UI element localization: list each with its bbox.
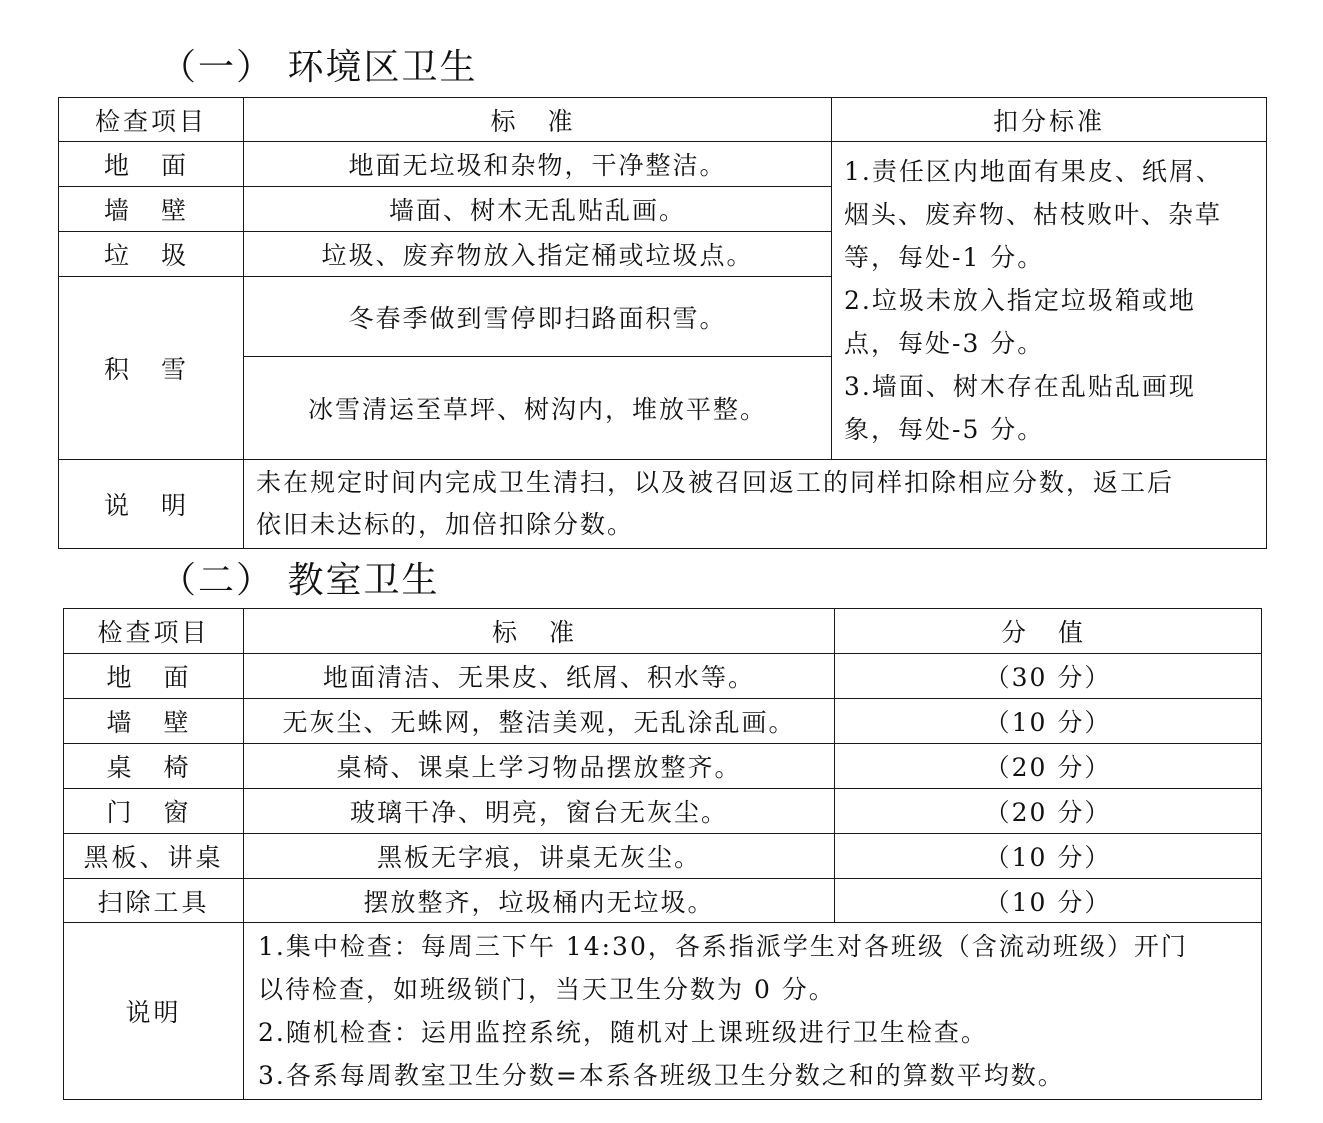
table-row	[64, 879, 1262, 923]
note-cell	[244, 460, 1267, 549]
section-1-title: （一） 环境区卫生	[160, 47, 478, 88]
note-label: 说 明	[59, 460, 244, 549]
table-header-row	[64, 609, 1262, 654]
standard-cell: 冬春季做到雪停即扫路面积雪。	[244, 277, 832, 357]
item-cell: 垃 圾	[59, 232, 244, 277]
item-cell: 墙 壁	[59, 187, 244, 232]
table-row	[64, 789, 1262, 834]
deduction-line: 2.垃圾未放入指定垃圾箱或地	[844, 286, 1196, 315]
score-cell: （20 分）	[835, 744, 1262, 789]
standard-cell: 桌椅、课桌上学习物品摆放整齐。	[244, 744, 835, 789]
item-cell: 扫除工具	[64, 879, 244, 923]
table-row	[64, 654, 1262, 699]
item-cell: 黑板、讲桌	[64, 834, 244, 879]
table-row	[59, 142, 1267, 187]
header-item: 检查项目	[59, 98, 244, 142]
score-cell: （30 分）	[835, 654, 1262, 699]
note-row	[59, 460, 1267, 549]
table-row	[64, 699, 1262, 744]
standard-cell: 墙面、树木无乱贴乱画。	[244, 187, 832, 232]
item-cell: 地 面	[59, 142, 244, 187]
header-standard: 标 准	[244, 609, 835, 654]
standard-cell: 玻璃干净、明亮，窗台无灰尘。	[244, 789, 835, 834]
note-line: 以待检查，如班级锁门，当天卫生分数为 0 分。	[258, 975, 836, 1004]
deduction-line: 3.墙面、树木存在乱贴乱画现	[844, 372, 1196, 401]
deduction-line: 点，每处-3 分。	[844, 329, 1045, 358]
note-cell	[244, 923, 1262, 1100]
standard-cell: 地面无垃圾和杂物，干净整洁。	[244, 142, 832, 187]
note-line: 1.集中检查：每周三下午 14:30，各系指派学生对各班级（含流动班级）开门	[258, 932, 1188, 961]
header-deduction: 扣分标准	[832, 98, 1267, 142]
standard-cell: 冰雪清运至草坪、树沟内，堆放平整。	[244, 357, 832, 460]
standard-cell: 地面清洁、无果皮、纸屑、积水等。	[244, 654, 835, 699]
deduction-line: 象，每处-5 分。	[844, 415, 1045, 444]
item-cell: 墙 壁	[64, 699, 244, 744]
deduction-standard-cell	[832, 142, 1267, 460]
score-cell: （10 分）	[835, 699, 1262, 744]
environment-hygiene-table	[58, 97, 1267, 549]
standard-cell: 无灰尘、无蛛网，整洁美观，无乱涂乱画。	[244, 699, 835, 744]
item-cell: 桌 椅	[64, 744, 244, 789]
classroom-hygiene-table	[63, 608, 1262, 1100]
note-line: 3.各系每周教室卫生分数=本系各班级卫生分数之和的算数平均数。	[258, 1061, 1065, 1090]
note-line: 依旧未达标的，加倍扣除分数。	[256, 510, 635, 539]
section-2-title: （二） 教室卫生	[160, 560, 440, 601]
table-header-row	[59, 98, 1267, 142]
note-line: 未在规定时间内完成卫生清扫，以及被召回返工的同样扣除相应分数，返工后	[256, 468, 1175, 497]
table-row	[64, 744, 1262, 789]
deduction-line: 等，每处-1 分。	[844, 243, 1045, 272]
standard-cell: 摆放整齐，垃圾桶内无垃圾。	[244, 879, 835, 923]
item-cell: 地 面	[64, 654, 244, 699]
header-item: 检查项目	[64, 609, 244, 654]
note-label: 说明	[64, 923, 244, 1100]
note-line: 2.随机检查：运用监控系统，随机对上课班级进行卫生检查。	[258, 1018, 988, 1047]
header-score: 分 值	[835, 609, 1262, 654]
standard-cell: 黑板无字痕，讲桌无灰尘。	[244, 834, 835, 879]
deduction-line: 烟头、废弃物、枯枝败叶、杂草	[844, 200, 1223, 229]
table-row	[64, 834, 1262, 879]
score-cell: （10 分）	[835, 834, 1262, 879]
deduction-line: 1.责任区内地面有果皮、纸屑、	[844, 157, 1223, 186]
item-cell: 积 雪	[59, 277, 244, 460]
standard-cell: 垃圾、废弃物放入指定桶或垃圾点。	[244, 232, 832, 277]
item-cell: 门 窗	[64, 789, 244, 834]
score-cell: （20 分）	[835, 789, 1262, 834]
header-standard: 标 准	[244, 98, 832, 142]
score-cell: （10 分）	[835, 879, 1262, 923]
note-row	[64, 923, 1262, 1100]
